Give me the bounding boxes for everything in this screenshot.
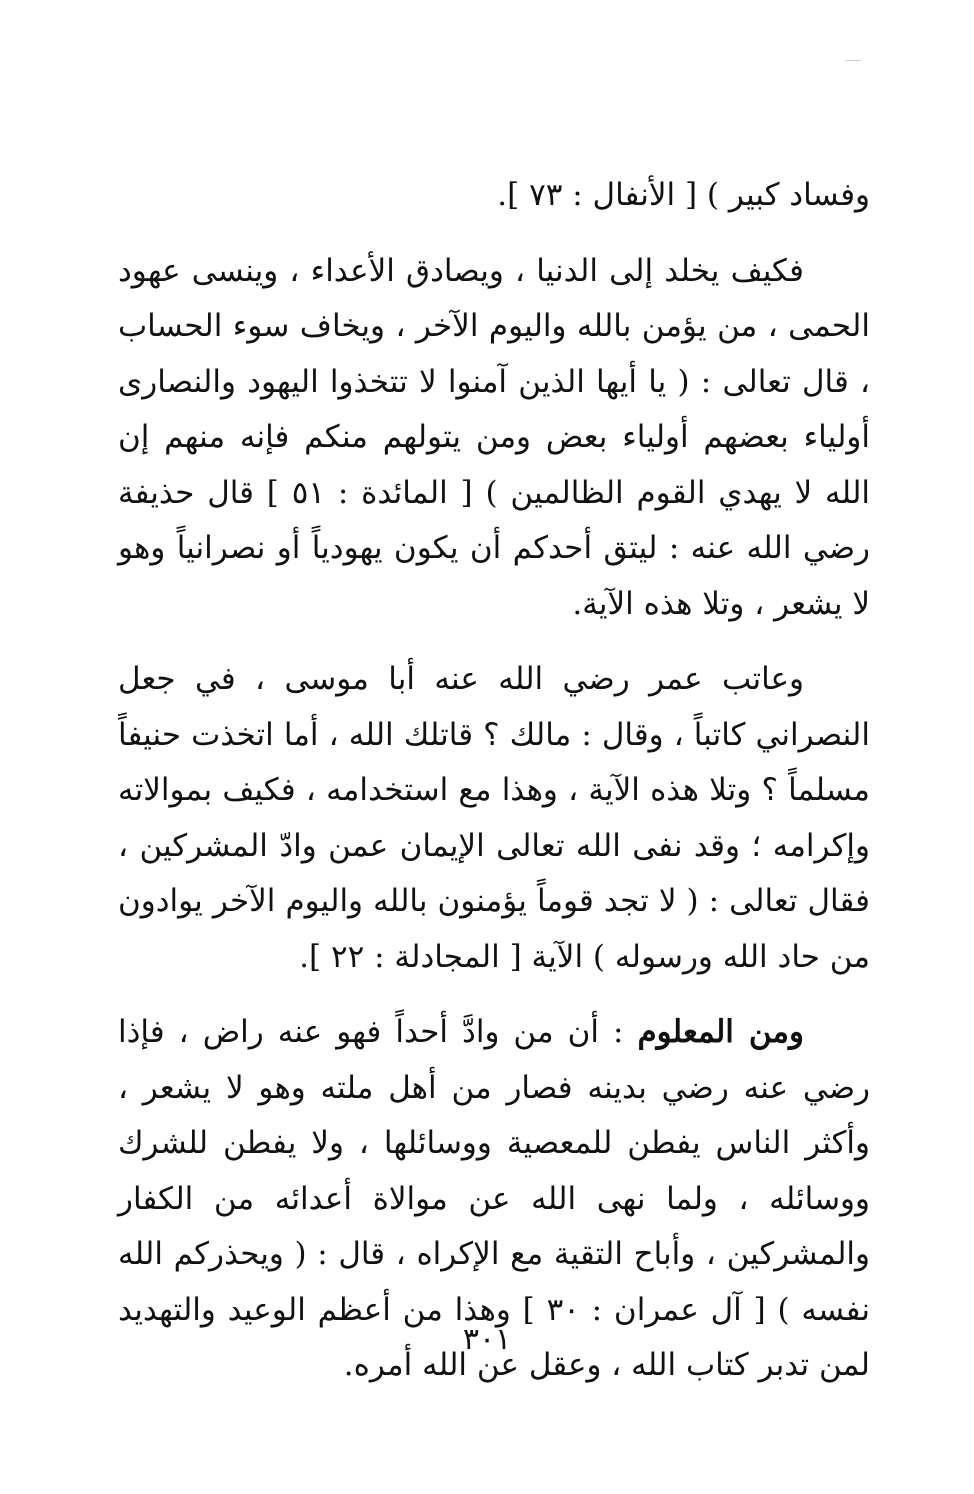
page-number: ٣٠١ xyxy=(462,1322,512,1357)
paragraph-4-lead: ومن المعلوم xyxy=(637,1014,804,1050)
paragraph-2-text: فكيف يخلد إلى الدنيا ، ويصادق الأعداء ، وينسى عهود الحمى ، من يؤمن بالله واليوم الآخر ، ويخاف سوء الحساب ، قال تعالى : ( يا أيها الذين آمنوا لا تتخذوا اليهود والنصارى أولياء بعضهم أولياء بعض ومن يتولهم منكم فإنه منهم إن الله لا يهدي القوم الظالمين ) [ المائدة : ٥١ ] قال حذيفة رضي الله عنه : ليتق أحدكم أن يكون يهودياً أو نصرانياً وهو لا يشعر ، وتلا هذه الآية. xyxy=(118,252,870,622)
paragraph-1-text: وفساد كبير ) [ الأنفال : ٧٣ ]. xyxy=(497,177,870,213)
paragraph-3-text: وعاتب عمر رضي الله عنه أبا موسى ، في جعل النصراني كاتباً ، وقال : مالك ؟ قاتلك الله ، أما اتخذت حنيفاً مسلماً ؟ وتلا هذه الآية ، وهذا مع استخدامه ، فكيف بموالاته وإكرامه ؛ وقد نفى الله تعالى الإيمان عمن وادّ المشركين ، فقال تعالى : ( لا تجد قوماً يؤمنون بالله واليوم الآخر يوادون من حاد الله ورسوله ) الآية [ المجادلة : ٢٢ ]. xyxy=(118,661,870,975)
scan-mark xyxy=(845,60,861,61)
paragraph-1 xyxy=(118,168,870,224)
paragraph-2 xyxy=(118,244,870,633)
paragraph-3 xyxy=(118,652,870,985)
paragraph-4-text: : أن من وادَّ أحداً فهو عنه راض ، فإذا رضي عنه رضي بدينه فصار من أهل ملته وهو لا يشعر ، وأكثر الناس يفطن للمعصية ووسائلها ، ولا يفطن للشرك ووسائله ، ولما نهى الله عن موالاة أعدائه من الكفار والمشركين ، وأباح التقية مع الإكراه ، قال : ( ويحذركم الله نفسه ) [ آل عمران : ٣٠ ] وهذا من أعظم الوعيد والتهديد لمن تدبر كتاب الله ، وعقل عن الله أمره. xyxy=(118,1014,870,1383)
page-body xyxy=(118,168,870,1394)
